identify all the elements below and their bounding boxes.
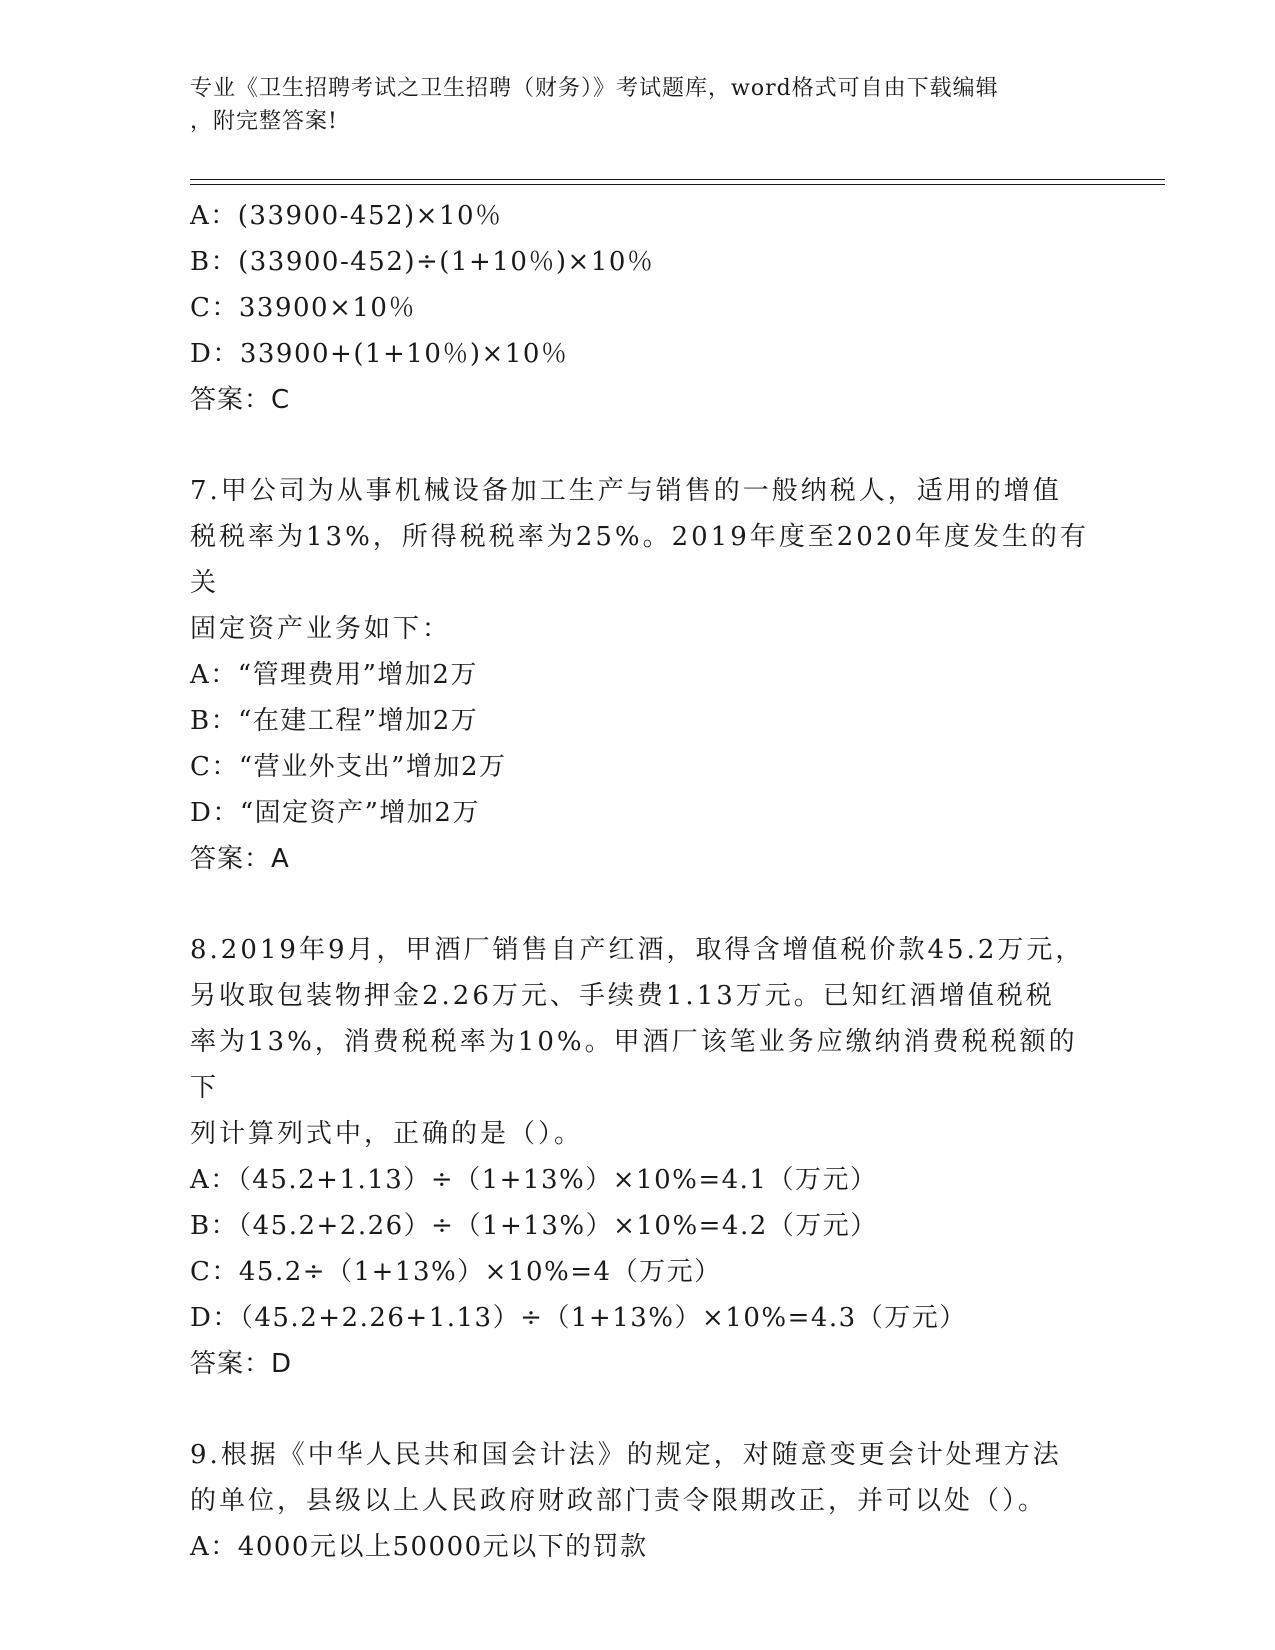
option-a: A：4000元以上50000元以下的罚款 [190,1532,648,1562]
question-7 [190,468,1090,882]
question-stem-line: 税税率为13%，所得税税率为25%。2019年度至2020年度发生的有关 [190,522,1089,598]
question-stem-line: 另收取包装物押金2.26万元、手续费1.13万元。已知红酒增值税税 [190,981,1055,1011]
option-b: B：(33900-452)÷(1+10％)×10％ [190,247,655,277]
question-stem-line: 7.甲公司为从事机械设备加工生产与销售的一般纳税人，适用的增值 [190,476,1062,506]
question-stem-line: 列计算列式中，正确的是（）。 [190,1119,584,1149]
answer: 答案：D [190,1349,293,1379]
question-stem-line: 8.2019年9月，甲酒厂销售自产红酒，取得含增值税价款45.2万元， [190,935,1085,965]
page-header [190,72,1090,138]
option-a: A：(33900-452)×10％ [190,201,503,231]
option-a: A：“管理费用”增加2万 [190,660,478,690]
option-d: D：“固定资产”增加2万 [190,798,480,828]
header-divider-bottom [190,184,1165,185]
question-stem-line: 固定资产业务如下： [190,614,452,644]
option-c: C：“营业外支出”增加2万 [190,752,507,782]
answer: 答案：C [190,385,291,415]
question-stem-line: 的单位，县级以上人民政府财政部门责令限期改正，并可以处（）。 [190,1486,1048,1516]
header-line-2: ，附完整答案! [190,109,338,134]
option-c: C：33900×10％ [190,293,416,323]
question-stem-line: 9.根据《中华人民共和国会计法》的规定，对随意变更会计处理方法 [190,1440,1062,1470]
spacer [190,423,1090,468]
header-divider-top [190,179,1165,180]
header-line-1: 专业《卫生招聘考试之卫生招聘（财务）》考试题库，word格式可自由下载编辑 [190,76,999,101]
option-a: A：（45.2+1.13）÷（1+13%）×10%=4.1（万元） [190,1165,878,1195]
answer: 答案：A [190,844,290,874]
question-stem-line: 率为13%，消费税税率为10%。甲酒厂该笔业务应缴纳消费税税额的下 [190,1027,1078,1103]
option-d: D：（45.2+2.26+1.13）÷（1+13%）×10%=4.3（万元） [190,1303,967,1333]
option-b: B：“在建工程”增加2万 [190,706,479,736]
option-d: D：33900+(1+10％)×10％ [190,339,569,369]
question-list [190,193,1090,1570]
question-6 [190,193,1090,423]
question-8 [190,927,1090,1387]
spacer [190,1387,1090,1432]
option-b: B：（45.2+2.26）÷（1+13%）×10%=4.2（万元） [190,1211,878,1241]
question-9 [190,1432,1090,1570]
option-c: C：45.2÷（1+13%）×10%=4（万元） [190,1257,722,1287]
spacer [190,882,1090,927]
